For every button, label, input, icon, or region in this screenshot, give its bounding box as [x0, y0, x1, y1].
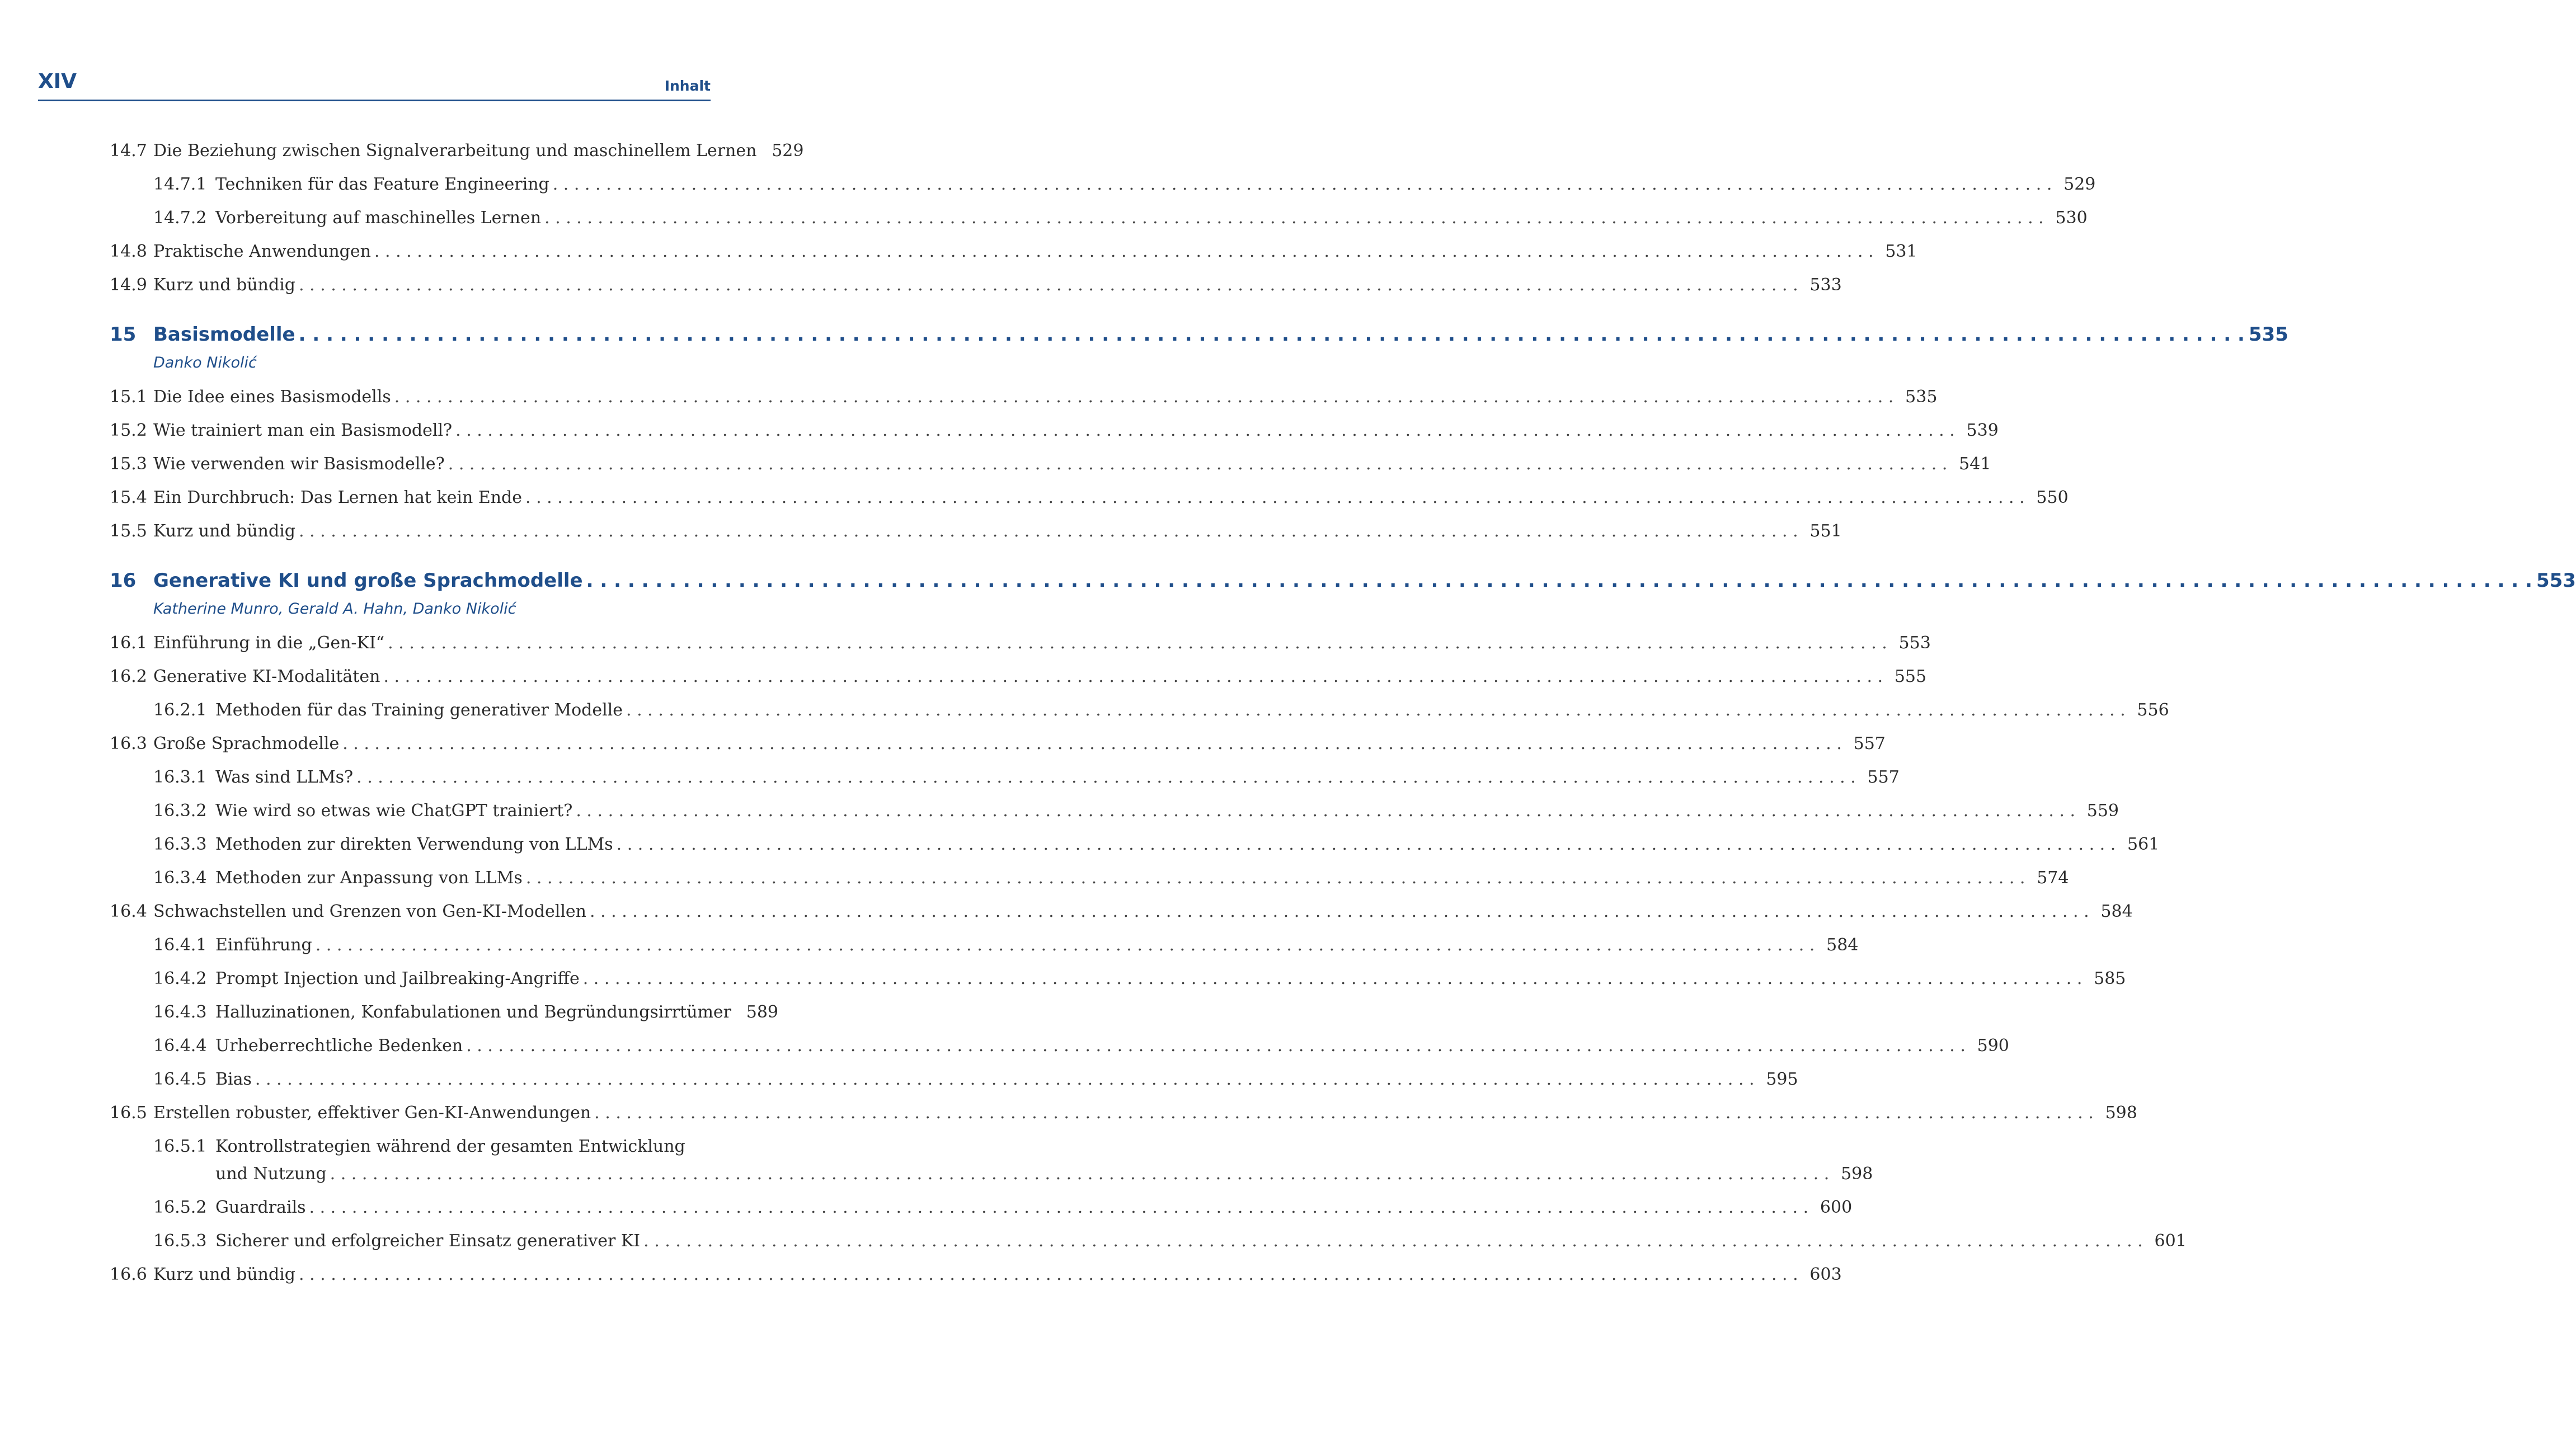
chapter-number: 16: [110, 569, 137, 592]
toc-entry[interactable]: [110, 866, 2069, 891]
toc-entry[interactable]: [110, 799, 2119, 823]
toc-entry[interactable]: [110, 1067, 1798, 1092]
entry-title: Große Sprachmodelle: [153, 732, 342, 756]
toc-entry[interactable]: [110, 967, 2126, 991]
entry-number: 16.6: [110, 1265, 147, 1284]
dot-leader: [309, 1195, 1809, 1220]
entry-number: 14.8: [110, 242, 147, 261]
toc-entry[interactable]: [110, 1263, 1842, 1287]
entry-title: Kurz und bündig: [153, 1263, 299, 1287]
entry-number: 14.9: [110, 275, 147, 295]
entry-number: 16.3.3: [153, 835, 207, 854]
toc-entry[interactable]: [110, 1195, 1853, 1220]
entry-page: 529: [772, 141, 804, 161]
entry-page: 533: [1809, 275, 1842, 295]
toc-entry[interactable]: [110, 385, 1938, 409]
entry-title-continuation: und Nutzung: [215, 1162, 330, 1186]
dot-leader: [299, 519, 1798, 544]
entry-page: 584: [2100, 902, 2133, 921]
entry-page: 600: [1820, 1198, 1853, 1217]
entry-title: Urheberrechtliche Bedenken: [215, 1034, 466, 1058]
dot-leader: [586, 567, 2532, 595]
dot-leader: [590, 899, 2089, 924]
toc-entry[interactable]: [110, 452, 1991, 477]
toc-entry[interactable]: [110, 832, 2160, 857]
entry-number: 14.7.2: [153, 208, 207, 228]
entry-page: 529: [2063, 175, 2096, 194]
dot-leader: [299, 321, 2245, 348]
entry-number: 14.7: [110, 141, 147, 161]
entry-number: 16.5: [110, 1103, 147, 1123]
dot-leader: [388, 631, 1887, 656]
entry-title: Was sind LLMs?: [215, 765, 356, 790]
dot-leader: [594, 1101, 2094, 1125]
toc-entry[interactable]: [110, 665, 1927, 689]
dot-leader: [448, 452, 1948, 477]
entry-page: 574: [2037, 868, 2069, 888]
entry-title: Halluzinationen, Konfabulationen und Begründungsirrtümer: [215, 1000, 735, 1025]
entry-title: Die Beziehung zwischen Signalverarbeitung und maschinellem Lernen: [153, 139, 760, 163]
toc-entry[interactable]: [110, 519, 1842, 544]
entry-page: 541: [1959, 454, 1991, 474]
entry-number: 15.1: [110, 387, 147, 407]
entry-number: 16.3.2: [153, 801, 207, 821]
entry-page: 601: [2154, 1231, 2187, 1251]
dot-leader: [455, 418, 1955, 443]
entry-number: 15.3: [110, 454, 147, 474]
dot-leader: [330, 1162, 1830, 1186]
toc-entry[interactable]: [110, 631, 1931, 656]
entry-number: 16.3.1: [153, 767, 207, 787]
chapter-author: Danko Nikolić: [153, 354, 257, 371]
page-number: XIV: [38, 70, 77, 93]
chapter-title: Basismodelle: [153, 321, 299, 348]
toc-chapter[interactable]: [110, 321, 2288, 348]
entry-title: Einführung: [215, 933, 316, 958]
dot-leader: [255, 1067, 1755, 1092]
entry-number: 16.5.2: [153, 1198, 207, 1217]
page-header: [38, 70, 711, 101]
dot-leader: [394, 385, 1894, 409]
entry-title: Erstellen robuster, effektiver Gen-KI-Anwendungen: [153, 1101, 594, 1125]
entry-title: Techniken für das Feature Engineering: [215, 172, 553, 197]
entry-title: Generative KI-Modalitäten: [153, 665, 383, 689]
entry-number: 16.4.3: [153, 1002, 207, 1022]
dot-leader: [383, 665, 1883, 689]
entry-number: 16.2.1: [153, 700, 207, 720]
entry-number: 16.4.5: [153, 1070, 207, 1089]
toc-chapter[interactable]: [110, 567, 2576, 595]
entry-number: 16.5.3: [153, 1231, 207, 1251]
entry-title: Bias: [215, 1067, 255, 1092]
entry-page: 551: [1809, 521, 1842, 541]
toc-entry[interactable]: [110, 1134, 711, 1159]
entry-page: 553: [1898, 633, 1931, 653]
entry-title: Guardrails: [215, 1195, 309, 1220]
toc-entry[interactable]: [110, 1000, 778, 1025]
entry-page: 530: [2055, 208, 2088, 228]
entry-page: 561: [2127, 835, 2160, 854]
toc-entry[interactable]: [110, 418, 1999, 443]
entry-number: 15.4: [110, 488, 147, 507]
entry-number: 14.7.1: [153, 175, 207, 194]
entry-number: 16.2: [110, 667, 147, 686]
entry-title: Methoden zur Anpassung von LLMs: [215, 866, 526, 891]
chapter-number: 15: [110, 323, 137, 346]
entry-page: 595: [1766, 1070, 1798, 1089]
toc-entry[interactable]: [110, 1034, 2009, 1058]
toc-entry[interactable]: [110, 172, 2096, 197]
entry-title: Einführung in die „Gen-KI“: [153, 631, 388, 656]
entry-number: 16.3.4: [153, 868, 207, 888]
entry-number: 15.2: [110, 421, 147, 440]
entry-title: Schwachstellen und Grenzen von Gen-KI-Modellen: [153, 899, 590, 924]
toc-entry[interactable]: [110, 933, 1859, 958]
entry-title: Kurz und bündig: [153, 273, 299, 298]
chapter-page: 553: [2536, 569, 2576, 592]
toc-entry[interactable]: [110, 899, 2133, 924]
entry-page: 585: [2094, 969, 2126, 988]
chapter-author: Katherine Munro, Gerald A. Hahn, Danko Nikolić: [153, 600, 516, 618]
dot-leader: [583, 967, 2083, 991]
entry-title: Ein Durchbruch: Das Lernen hat kein Ende: [153, 486, 525, 510]
entry-title: Sicherer und erfolgreicher Einsatz generativer KI: [215, 1229, 643, 1254]
chapter-page: 535: [2248, 323, 2288, 346]
entry-title: Prompt Injection und Jailbreaking-Angriffe: [215, 967, 583, 991]
dot-leader: [553, 172, 2052, 197]
chapter-title: Generative KI und große Sprachmodelle: [153, 567, 586, 595]
entry-page: 535: [1905, 387, 1938, 407]
entry-title: Wie trainiert man ein Basismodell?: [153, 418, 455, 443]
running-title: Inhalt: [664, 78, 711, 94]
entry-page: 557: [1867, 767, 1900, 787]
dot-leader: [342, 732, 1842, 756]
dot-leader: [374, 239, 1874, 264]
entry-title: Methoden für das Training generativer Modelle: [215, 698, 626, 723]
dot-leader: [316, 933, 1815, 958]
entry-page: 598: [1841, 1164, 1873, 1184]
dot-leader: [617, 832, 2116, 857]
entry-page: 590: [1977, 1036, 2009, 1056]
dot-leader: [643, 1229, 2143, 1254]
toc-entry[interactable]: [110, 765, 1900, 790]
entry-title: Wie verwenden wir Basismodelle?: [153, 452, 448, 477]
entry-title: Vorbereitung auf maschinelles Lernen: [215, 206, 544, 230]
entry-title: Die Idee eines Basismodells: [153, 385, 394, 409]
entry-page: 603: [1809, 1265, 1842, 1284]
entry-number: 16.1: [110, 633, 147, 653]
dot-leader: [576, 799, 2075, 823]
dot-leader: [544, 206, 2044, 230]
entry-page: 555: [1894, 667, 1927, 686]
entry-page: 557: [1853, 734, 1886, 753]
entry-page: 598: [2105, 1103, 2137, 1123]
toc-entry-continuation[interactable]: [110, 1162, 1873, 1186]
entry-page: 531: [1885, 242, 1917, 261]
entry-page: 589: [746, 1002, 778, 1022]
entry-title: Praktische Anwendungen: [153, 239, 374, 264]
toc-entry[interactable]: [110, 239, 1917, 264]
dot-leader: [299, 1263, 1798, 1287]
dot-leader: [466, 1034, 1966, 1058]
dot-leader: [526, 866, 2025, 891]
entry-number: 16.4.4: [153, 1036, 207, 1056]
dot-leader: [626, 698, 2126, 723]
toc-entry[interactable]: [110, 486, 2069, 510]
entry-page: 584: [1826, 935, 1859, 955]
entry-title: Kontrollstrategien während der gesamten Entwicklung: [215, 1134, 689, 1159]
toc-entry[interactable]: [110, 139, 804, 163]
entry-page: 550: [2036, 488, 2069, 507]
toc-entry[interactable]: [110, 273, 1842, 298]
entry-number: 16.3: [110, 734, 147, 753]
entry-page: 559: [2086, 801, 2119, 821]
entry-page: 556: [2137, 700, 2169, 720]
dot-leader: [525, 486, 2025, 510]
entry-title: Methoden zur direkten Verwendung von LLMs: [215, 832, 617, 857]
toc-entry[interactable]: [110, 206, 2088, 230]
entry-number: 16.4.1: [153, 935, 207, 955]
entry-page: 539: [1966, 421, 1999, 440]
entry-number: 16.5.1: [153, 1137, 207, 1156]
entry-number: 15.5: [110, 521, 147, 541]
entry-title: Kurz und bündig: [153, 519, 299, 544]
dot-leader: [299, 273, 1798, 298]
toc-entry[interactable]: [110, 1101, 2137, 1125]
toc-entry[interactable]: [110, 732, 1886, 756]
toc-entry[interactable]: [110, 1229, 2187, 1254]
entry-number: 16.4: [110, 902, 147, 921]
toc-entry[interactable]: [110, 698, 2169, 723]
entry-title: Wie wird so etwas wie ChatGPT trainiert?: [215, 799, 576, 823]
entry-number: 16.4.2: [153, 969, 207, 988]
dot-leader: [356, 765, 1856, 790]
